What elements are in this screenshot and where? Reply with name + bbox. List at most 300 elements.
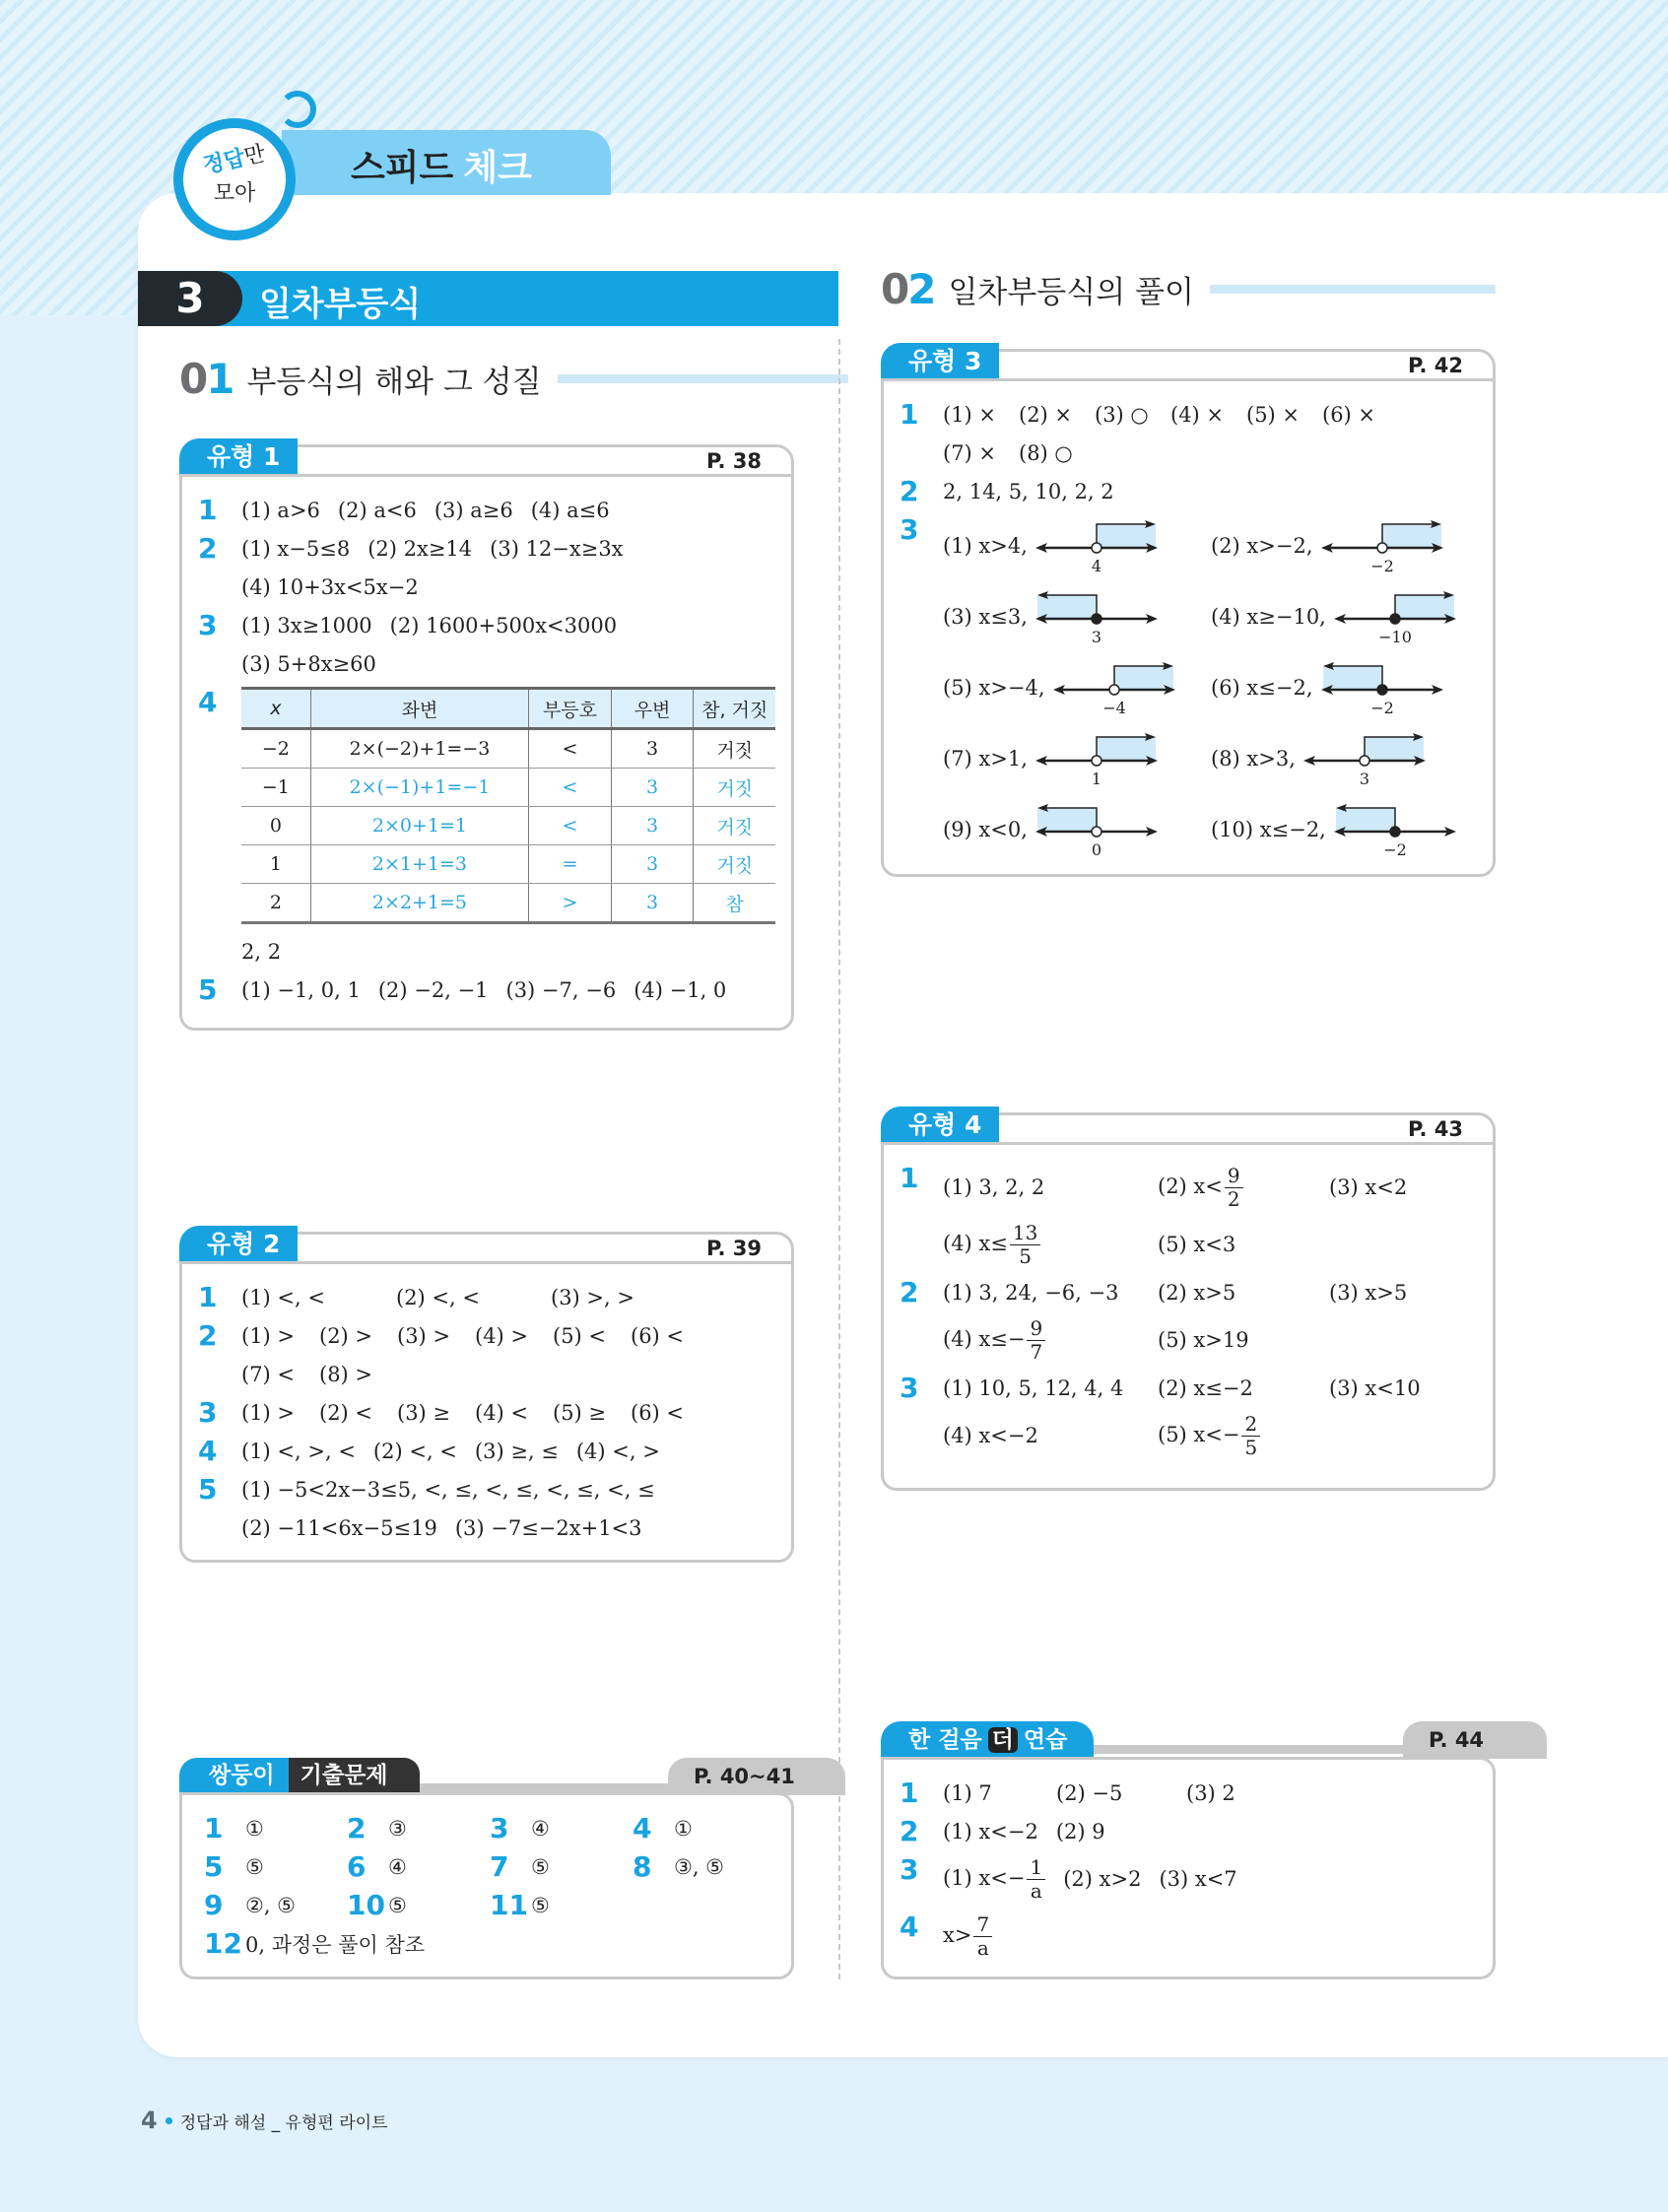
problem-number: 3	[900, 1853, 919, 1886]
answer-prefix: (2) x<	[1158, 1173, 1223, 1198]
number-line-label: −4	[1101, 699, 1126, 717]
answer-item: ⑤	[531, 1893, 550, 1917]
number-line	[1051, 656, 1179, 719]
section-num-a: 0	[179, 354, 207, 403]
problem-number: 2	[900, 1815, 919, 1847]
column-header: x	[241, 689, 310, 729]
table-cell: 2×(−1)+1=−1	[310, 769, 528, 807]
answer-item: (8) >	[319, 1362, 373, 1386]
problem-number: 7	[490, 1850, 509, 1883]
problem-row	[900, 472, 1477, 510]
number-line-label: −2	[1369, 557, 1394, 575]
problem-answers	[241, 683, 775, 971]
problem-number: 2	[347, 1812, 367, 1844]
problem-number: 11	[490, 1889, 528, 1921]
inequality-text: (4) x≥−10,	[1211, 605, 1326, 629]
table-header-row	[241, 689, 775, 729]
section-heading-01	[179, 354, 848, 403]
table-cell: 거짓	[694, 807, 775, 845]
twin-answer	[633, 1809, 775, 1847]
answer-item: (1) x<−2	[943, 1819, 1038, 1843]
problem-answers	[943, 1774, 1477, 1812]
problem-answers	[943, 1812, 1477, 1850]
section-heading-02	[881, 264, 1496, 313]
table-cell: <	[529, 807, 612, 845]
answer-item: ④	[531, 1816, 550, 1841]
problem-number: 4	[633, 1812, 652, 1844]
problem-row	[198, 491, 775, 529]
hangeol-page-pill: P. 44	[1403, 1721, 1547, 1759]
table-cell: 1	[241, 845, 310, 884]
table-cell: 3	[611, 729, 694, 769]
answer-item: (3) a≥6	[434, 498, 513, 522]
table-cell: 거짓	[694, 729, 775, 769]
problem-number: 2	[900, 475, 919, 507]
answer-item: (2) <, <	[396, 1285, 480, 1309]
number-line-answer	[943, 510, 1211, 581]
inequality-text: (5) x>−4,	[943, 676, 1045, 700]
answer-item: ④	[388, 1854, 407, 1879]
answer-item: ⑤	[531, 1854, 550, 1879]
answer-item: (2) 2x≥14	[367, 536, 473, 561]
answer-line	[241, 606, 775, 644]
twin-label-b: 기출문제	[289, 1758, 420, 1793]
table-cell: 2×0+1=1	[310, 807, 528, 845]
problem-answers	[241, 1278, 775, 1316]
open-point	[1360, 756, 1369, 766]
closed-point	[1390, 827, 1400, 837]
number-line-answer	[1211, 723, 1477, 794]
type2-answer-box	[179, 1261, 794, 1563]
open-point	[1092, 827, 1101, 837]
answer-item: (2) 1600+500x<3000	[389, 613, 618, 637]
problem-number: 6	[347, 1850, 367, 1883]
problem-number: 1	[198, 494, 218, 526]
answer-item: (2) >	[319, 1323, 373, 1348]
column-header: 참, 거짓	[694, 689, 775, 729]
answer-line	[943, 472, 1477, 510]
answer-item: (5) ≥	[553, 1400, 607, 1425]
answer-prefix: (4) x≤−	[943, 1326, 1026, 1351]
answer-prefix: (4) x≤	[943, 1231, 1008, 1255]
problem-answers	[943, 1369, 1477, 1464]
answer-item: (8) ○	[1019, 440, 1073, 465]
number-line	[1034, 798, 1162, 861]
answer-item: (7) <	[241, 1362, 296, 1386]
numerator: 7	[973, 1913, 992, 1937]
problem-number: 2	[198, 1319, 218, 1352]
table-cell: 거짓	[694, 845, 775, 884]
inequality-text: (3) x≤3,	[943, 605, 1028, 629]
number-line	[1034, 585, 1162, 648]
answer-item: ③	[388, 1816, 407, 1841]
problem-number: 1	[204, 1812, 224, 1844]
section-title: 일차부등식의 풀이	[948, 274, 1194, 310]
number-line-answer	[1211, 794, 1477, 865]
denominator: a	[976, 1935, 989, 1960]
answer-item: ②, ⑤	[245, 1893, 297, 1917]
speed-check-title-tab	[282, 130, 611, 195]
inequality-text: (7) x>1,	[943, 747, 1028, 771]
table-cell: 3	[611, 807, 694, 845]
denominator: a	[1030, 1878, 1042, 1903]
problem-number: 5	[198, 1473, 218, 1506]
problem-row	[198, 1432, 775, 1470]
page-ref: P. 38	[705, 449, 762, 473]
answer-item: (1) >	[241, 1400, 296, 1425]
answer-item: (2) −5	[1056, 1780, 1123, 1805]
answer-item: (3) ≥, ≤	[474, 1439, 559, 1463]
fraction-answer	[1158, 1413, 1329, 1459]
type3-tab: 유형 3	[881, 343, 999, 380]
problem-row	[900, 1812, 1477, 1850]
numerator: 13	[1010, 1222, 1040, 1245]
problem-number: 5	[204, 1850, 224, 1883]
hangeol-label-c: 연습	[1023, 1727, 1068, 1753]
answer-item: (4) x<−2	[943, 1424, 1038, 1447]
inequality-text: (10) x≤−2,	[1211, 818, 1326, 841]
problem-number: 12	[204, 1927, 242, 1960]
table-cell: 0	[241, 807, 310, 845]
answer-item: (1) ×	[943, 402, 997, 427]
twin-tab	[179, 1758, 420, 1793]
answer-item: (1) a>6	[241, 498, 320, 522]
problem-row	[900, 1850, 1477, 1908]
answer-item: (2) −2, −1	[377, 977, 489, 1002]
answer-item: (3) 2	[1186, 1780, 1235, 1805]
answer-item: (1) 10, 5, 12, 4, 4	[943, 1375, 1124, 1400]
problem-number: 4	[198, 686, 218, 718]
answer-item: (3) x>5	[1329, 1280, 1408, 1305]
number-line-answer	[1211, 581, 1477, 652]
number-line-label: 3	[1359, 770, 1369, 788]
twin-answer	[347, 1886, 490, 1924]
answer-item: (1) >	[241, 1323, 296, 1348]
type1-tab: 유형 1	[179, 438, 298, 476]
answer-line	[943, 1273, 1477, 1311]
answer-item: (6) ×	[1322, 402, 1376, 427]
answer-item: (2) x>2	[1063, 1867, 1142, 1891]
inequality-text: (8) x>3,	[1211, 747, 1296, 771]
problem-number: 3	[198, 1396, 218, 1429]
problem-number: 3	[198, 609, 218, 641]
open-point	[1092, 756, 1101, 766]
answer-line	[241, 1508, 775, 1547]
type3-header	[993, 349, 1496, 380]
answer-item: (7) ×	[943, 440, 997, 465]
table-cell: 3	[611, 769, 694, 807]
inequality-text: (6) x≤−2,	[1211, 676, 1313, 700]
answer-item: ①	[674, 1816, 693, 1841]
truth-table	[241, 687, 775, 924]
fraction-answer	[943, 1317, 1158, 1364]
problem-number: 1	[198, 1281, 218, 1313]
twin-page-pill: P. 40~41	[668, 1758, 845, 1795]
answer-item: (1) 7	[943, 1780, 992, 1805]
type4-header	[993, 1112, 1496, 1144]
twin-answer	[204, 1809, 347, 1847]
inequality-text: (2) x>−2,	[1211, 534, 1313, 558]
problem-row	[198, 1316, 775, 1393]
problem-row	[900, 1774, 1477, 1812]
twin-answer	[490, 1847, 633, 1886]
section-num-a: 0	[881, 264, 908, 313]
hangeol-tab	[881, 1721, 1094, 1759]
hangeol-header-rule	[1084, 1745, 1419, 1754]
page-ref: P. 39	[705, 1237, 762, 1260]
fraction-answer	[943, 1856, 1045, 1903]
badge-text-c: 모아	[213, 181, 256, 206]
answer-line	[943, 1216, 1477, 1273]
twin-answer	[204, 1886, 347, 1924]
inequality-text: (1) x>4,	[943, 534, 1028, 558]
twin-answer-grid	[204, 1809, 775, 1924]
answer-line	[241, 529, 775, 568]
open-point	[1377, 543, 1387, 553]
answer-item: (5) <	[553, 1323, 607, 1348]
column-divider	[838, 339, 840, 1979]
type4-tab: 유형 4	[881, 1106, 999, 1144]
answer-line	[241, 1432, 775, 1470]
problem-row	[198, 1470, 775, 1547]
problem-number: 5	[198, 973, 218, 1006]
denominator: 5	[1019, 1243, 1032, 1268]
page-ref: P. 43	[1407, 1117, 1463, 1141]
problem-answers	[241, 606, 775, 683]
answer-line	[943, 1812, 1477, 1850]
number-line	[1332, 585, 1460, 648]
section-num-b: 2	[907, 264, 935, 313]
answer-item: (6) <	[631, 1400, 685, 1425]
answer-line	[241, 1470, 775, 1508]
problem-answers	[241, 491, 775, 529]
section-rule	[558, 374, 848, 383]
answer-item: (3) ○	[1095, 402, 1149, 427]
answer-item: (1) <, >, <	[241, 1439, 356, 1463]
section-rule	[1210, 285, 1496, 294]
fraction-answer	[943, 1222, 1158, 1268]
answer-item: (4) 10+3x<5x−2	[241, 574, 419, 599]
answer-item: (3) x<7	[1159, 1867, 1237, 1891]
denominator: 7	[1030, 1339, 1043, 1364]
answer-line	[943, 652, 1477, 723]
number-line-label: 0	[1091, 840, 1101, 859]
problem-answers	[943, 472, 1477, 510]
answer-line	[241, 568, 775, 606]
answer-item: (2) 9	[1055, 1819, 1105, 1843]
chapter-banner	[138, 271, 838, 326]
answer-line	[241, 971, 775, 1009]
answer-item: (5) x>19	[1158, 1328, 1249, 1352]
problem-row	[900, 1369, 1477, 1464]
problem-number: 2	[900, 1276, 919, 1308]
answer-item: (1) <, <	[241, 1285, 325, 1309]
number-line-label: −2	[1369, 699, 1394, 717]
column-header: 부등호	[529, 689, 612, 729]
table-row	[241, 729, 775, 769]
problem-row	[900, 1273, 1477, 1369]
answer-item: (1) 3, 24, −6, −3	[943, 1280, 1119, 1305]
closed-point	[1377, 685, 1387, 695]
section-num-b: 1	[206, 354, 234, 403]
answer-line	[943, 1159, 1477, 1216]
answer-item: 0, 과정은 풀이 참조	[245, 1932, 426, 1957]
title-part-b: 체크	[463, 148, 532, 188]
answer-item: ⑤	[245, 1854, 264, 1879]
problem-row	[900, 395, 1477, 472]
table-row	[241, 845, 775, 884]
answer-line	[241, 1316, 775, 1355]
closed-point	[1390, 614, 1400, 624]
table-row	[241, 884, 775, 923]
problem-number: 2	[198, 532, 218, 565]
open-point	[1109, 685, 1119, 695]
answer-line	[241, 644, 775, 683]
table-cell: =	[529, 845, 612, 884]
answer-item: (3) 5+8x≥60	[241, 651, 376, 676]
problem-answers	[943, 1159, 1477, 1273]
number-line-answer	[1211, 652, 1477, 723]
answer-item: 2, 14, 5, 10, 2, 2	[943, 479, 1114, 503]
twin-answer	[490, 1886, 633, 1924]
table-row	[241, 769, 775, 807]
twin-answer-box	[179, 1792, 794, 1979]
table-cell: 2×(−2)+1=−3	[310, 729, 528, 769]
answer-item: (6) <	[631, 1323, 685, 1348]
hangeol-label-a: 한 걸음	[908, 1727, 982, 1753]
problem-row	[198, 971, 775, 1009]
answer-item: (3) −7, −6	[505, 977, 617, 1002]
number-line-answer	[943, 581, 1211, 652]
answer-item: (1) 3, 2, 2	[943, 1175, 1045, 1199]
number-line	[1034, 727, 1162, 790]
problem-number: 3	[490, 1812, 509, 1844]
fraction	[973, 1913, 992, 1960]
twin-answer	[633, 1847, 775, 1886]
table-cell: 3	[611, 845, 694, 884]
numerator: 9	[1225, 1165, 1243, 1188]
problem-row	[198, 606, 775, 683]
answer-line	[943, 1908, 1477, 1965]
answer-prefix: (5) x<−	[1158, 1422, 1240, 1446]
table-cell: 거짓	[694, 769, 775, 807]
problem-row	[198, 529, 775, 606]
answer-item: 2, 2	[241, 939, 282, 964]
answer-item: (3) 12−x≥3x	[490, 536, 624, 561]
problem-number: 10	[347, 1889, 385, 1921]
fraction	[1010, 1222, 1040, 1268]
fraction	[1241, 1413, 1260, 1459]
number-line	[1332, 798, 1460, 861]
table-cell: 2×2+1=5	[310, 884, 528, 923]
problem-answers	[241, 1316, 775, 1393]
number-line-label: 1	[1091, 770, 1101, 788]
problem-number: 4	[198, 1435, 218, 1467]
answer-item: (4) <, >	[575, 1439, 660, 1463]
answer-line	[943, 1407, 1477, 1464]
answer-item: (4) <	[475, 1400, 529, 1425]
answer-item: (3) ≥	[397, 1400, 451, 1425]
answer-line	[943, 794, 1477, 865]
problem-answers	[943, 1908, 1477, 1965]
problem-number: 1	[900, 1162, 919, 1194]
number-line	[1301, 727, 1430, 790]
fraction	[1027, 1856, 1045, 1903]
page-footer	[141, 2107, 387, 2134]
twin-answer	[347, 1809, 490, 1847]
answer-item: (5) x<3	[1158, 1233, 1236, 1256]
problem-number: 8	[633, 1850, 652, 1883]
page-ref: P. 42	[1407, 354, 1463, 377]
footer-text: 정답과 해설 _ 유형편 라이트	[179, 2112, 388, 2133]
column-header: 우변	[611, 689, 694, 729]
problem-number: 9	[204, 1889, 224, 1921]
answer-item: (3) x<10	[1329, 1375, 1421, 1400]
answer-item: ①	[245, 1816, 264, 1841]
problem-row	[900, 1908, 1477, 1965]
twin-header-rule	[394, 1783, 690, 1792]
twin-answer	[204, 1847, 347, 1886]
problem-number: 3	[900, 1372, 919, 1404]
problem-answers	[241, 1393, 775, 1432]
table-cell: <	[529, 769, 612, 807]
problem-answers	[943, 510, 1477, 865]
answer-line	[943, 723, 1477, 794]
answer-item: (3) −7≤−2x+1<3	[454, 1515, 642, 1540]
answer-item: (4) >	[475, 1323, 529, 1348]
hangeol-label-b: 더	[988, 1727, 1018, 1753]
twin-label-a: 쌍둥이	[179, 1758, 289, 1793]
answer-line	[943, 1774, 1477, 1812]
bullet-dot-icon	[166, 2117, 172, 2124]
table-cell: 3	[611, 884, 694, 923]
answer-item: (2) x>5	[1158, 1280, 1236, 1305]
fraction	[1225, 1165, 1243, 1211]
answer-line	[943, 510, 1477, 581]
page-margin	[0, 315, 138, 2059]
problem-row	[900, 510, 1477, 865]
chapter-number: 3	[138, 271, 242, 326]
answer-line	[241, 1393, 775, 1432]
answer-item: (4) a≤6	[530, 498, 610, 522]
problem-answers	[241, 1470, 775, 1547]
section-title: 부등식의 해와 그 성질	[246, 364, 542, 400]
problem-number: 1	[900, 398, 919, 431]
number-line	[1034, 514, 1162, 577]
answer-item: (2) <, <	[372, 1439, 457, 1463]
answer-line	[241, 1355, 775, 1393]
problem-answers	[943, 1273, 1477, 1369]
closed-point	[1092, 614, 1101, 624]
answer-item: ③, ⑤	[674, 1854, 725, 1879]
answer-item: (2) <	[319, 1400, 373, 1425]
answer-item: (1) −1, 0, 1	[241, 977, 361, 1002]
answer-line	[241, 1278, 775, 1316]
type3-answer-box	[881, 378, 1496, 877]
answer-item: ⑤	[388, 1893, 407, 1917]
problem-row	[198, 683, 775, 971]
swirl-decoration-icon	[279, 91, 316, 128]
fraction-answer	[1158, 1165, 1329, 1211]
number-line	[1319, 656, 1447, 719]
answer-item: (1) x−5≤8	[241, 536, 351, 561]
answer-item: (4) ×	[1170, 402, 1225, 427]
number-line-answer	[943, 723, 1211, 794]
answer-line	[943, 1850, 1477, 1908]
number-line	[1319, 514, 1447, 577]
title-part-a: 스피드	[351, 148, 454, 188]
table-cell: >	[529, 884, 612, 923]
